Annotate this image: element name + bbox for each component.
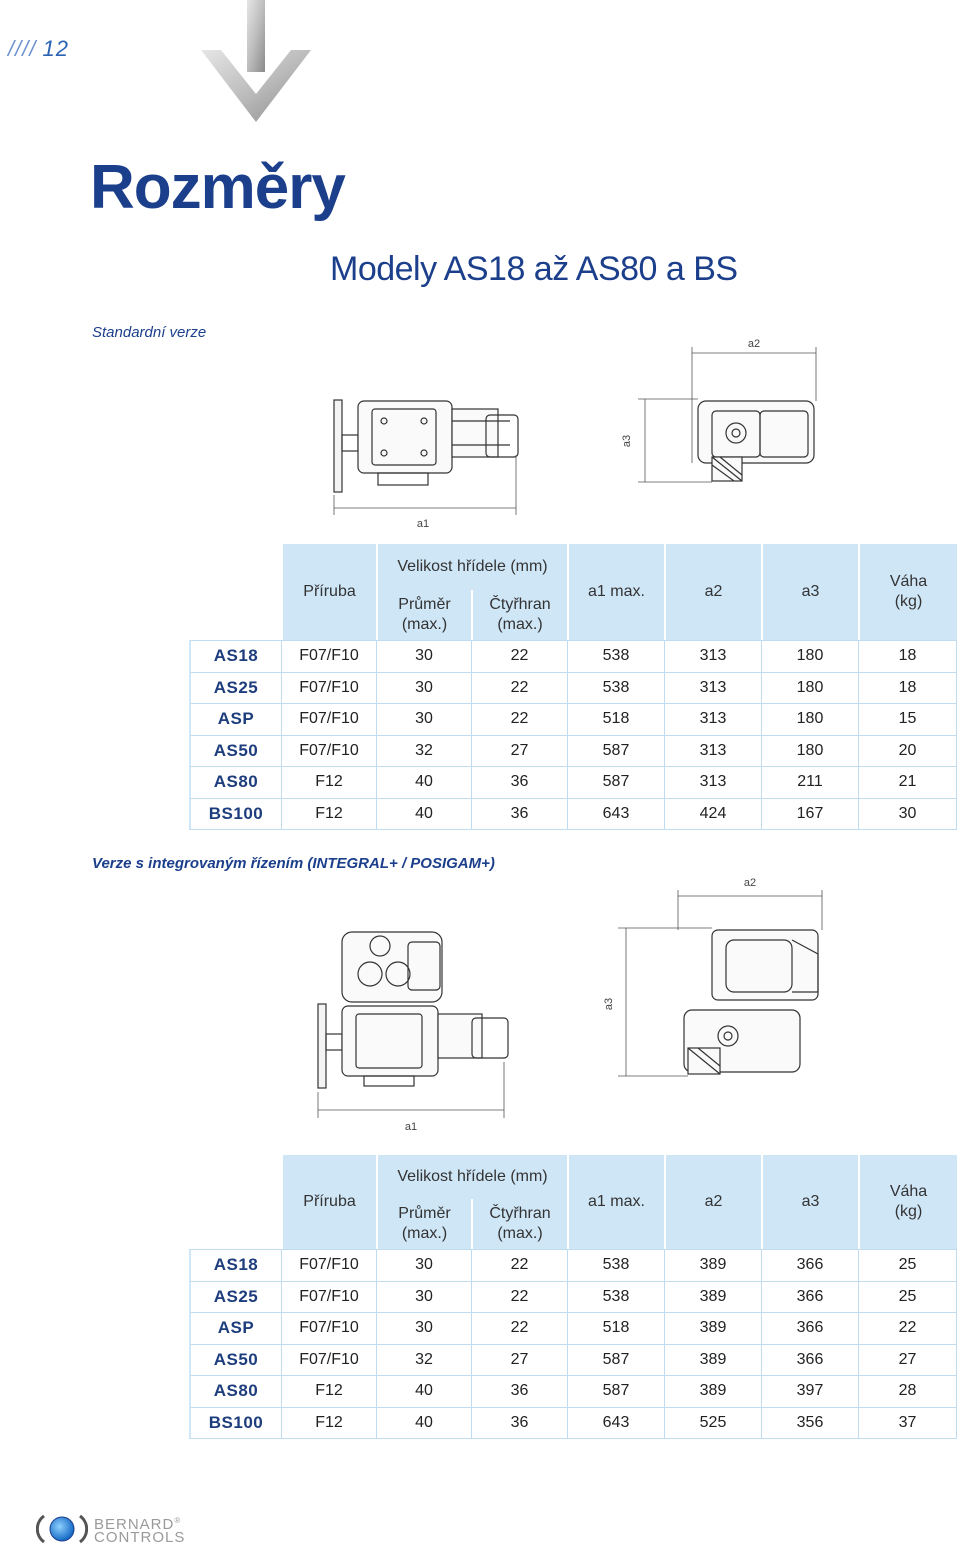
cell-model: AS50 xyxy=(189,736,281,768)
cell-model: AS18 xyxy=(189,1249,281,1282)
table-row xyxy=(189,1282,957,1314)
cell-a2: 313 xyxy=(664,640,761,673)
cell-a3: 366 xyxy=(761,1282,858,1314)
header-a2: a2 xyxy=(664,544,761,640)
cell-model: ASP xyxy=(189,1313,281,1345)
cell-weight: 18 xyxy=(858,673,957,705)
cell-flange: F07/F10 xyxy=(281,1313,376,1345)
cell-weight: 25 xyxy=(858,1282,957,1314)
cell-a1: 587 xyxy=(567,1345,664,1377)
cell-a1: 643 xyxy=(567,1408,664,1440)
header-a3: a3 xyxy=(761,544,858,640)
cell-model: AS50 xyxy=(189,1345,281,1377)
cell-flange: F07/F10 xyxy=(281,704,376,736)
cell-diameter: 32 xyxy=(376,1345,471,1377)
table-row xyxy=(189,1249,957,1282)
header-diameter-line1: Průměr xyxy=(398,1205,451,1222)
cell-a1: 538 xyxy=(567,1282,664,1314)
cell-square: 22 xyxy=(471,1313,567,1345)
cell-a2: 313 xyxy=(664,704,761,736)
cell-a2: 389 xyxy=(664,1249,761,1282)
cell-diameter: 32 xyxy=(376,736,471,768)
cell-weight: 27 xyxy=(858,1345,957,1377)
header-model-blank xyxy=(189,1155,281,1249)
cell-a2: 525 xyxy=(664,1408,761,1440)
table-row xyxy=(189,736,957,768)
cell-flange: F12 xyxy=(281,767,376,799)
cell-a1: 518 xyxy=(567,1313,664,1345)
cell-a2: 313 xyxy=(664,673,761,705)
header-weight-line2: (kg) xyxy=(894,593,923,610)
cell-a2: 389 xyxy=(664,1282,761,1314)
cell-square: 22 xyxy=(471,640,567,673)
cell-weight: 37 xyxy=(858,1408,957,1440)
cell-a2: 389 xyxy=(664,1345,761,1377)
drawing-integrated xyxy=(300,870,860,1140)
cell-diameter: 30 xyxy=(376,1313,471,1345)
cell-diameter: 40 xyxy=(376,1408,471,1440)
cell-a3: 356 xyxy=(761,1408,858,1440)
header-shaft-size: Velikost hřídele (mm) xyxy=(376,544,567,590)
header-diameter xyxy=(376,1199,471,1249)
cell-weight: 20 xyxy=(858,736,957,768)
header-weight xyxy=(858,1155,957,1249)
header-square-line1: Čtyřhran xyxy=(489,596,551,613)
cell-model: BS100 xyxy=(189,799,281,831)
header-square-line1: Čtyřhran xyxy=(489,1205,551,1222)
cell-a3: 366 xyxy=(761,1313,858,1345)
header-square xyxy=(471,590,567,640)
cell-flange: F07/F10 xyxy=(281,673,376,705)
cell-a3: 180 xyxy=(761,736,858,768)
cell-diameter: 30 xyxy=(376,1282,471,1314)
header-diameter xyxy=(376,590,471,640)
table-row xyxy=(189,1408,957,1440)
cell-square: 27 xyxy=(471,1345,567,1377)
cell-a1: 643 xyxy=(567,799,664,831)
cell-flange: F12 xyxy=(281,1408,376,1440)
cell-weight: 25 xyxy=(858,1249,957,1282)
dim-a1-label: a1 xyxy=(404,1121,418,1133)
page-number-value: 12 xyxy=(42,36,69,61)
cell-model: AS18 xyxy=(189,640,281,673)
dim-a2-label: a2 xyxy=(743,877,757,889)
cell-flange: F07/F10 xyxy=(281,1345,376,1377)
cell-a3: 397 xyxy=(761,1376,858,1408)
dim-a2-label: a2 xyxy=(747,338,761,350)
cell-square: 27 xyxy=(471,736,567,768)
cell-model: AS25 xyxy=(189,1282,281,1314)
table-row xyxy=(189,704,957,736)
down-arrow-icon xyxy=(195,0,315,130)
header-diameter-line2: (max.) xyxy=(401,1225,448,1242)
cell-weight: 22 xyxy=(858,1313,957,1345)
cell-weight: 28 xyxy=(858,1376,957,1408)
section-label-integrated: Verze s integrovaným řízením (INTEGRAL+ / POSIGAM+) xyxy=(92,855,495,872)
cell-square: 36 xyxy=(471,1408,567,1440)
cell-a2: 389 xyxy=(664,1313,761,1345)
cell-diameter: 30 xyxy=(376,640,471,673)
cell-model: AS80 xyxy=(189,1376,281,1408)
cell-square: 36 xyxy=(471,767,567,799)
cell-diameter: 30 xyxy=(376,704,471,736)
dimensions-table-integrated xyxy=(189,1155,957,1439)
cell-a1: 587 xyxy=(567,1376,664,1408)
cell-weight: 18 xyxy=(858,640,957,673)
cell-a1: 538 xyxy=(567,1249,664,1282)
dimensions-table-standard xyxy=(189,544,957,830)
cell-flange: F07/F10 xyxy=(281,736,376,768)
brand-line2: CONTROLS xyxy=(94,1529,186,1546)
table-row xyxy=(189,1313,957,1345)
cell-diameter: 30 xyxy=(376,1249,471,1282)
header-square-line2: (max.) xyxy=(497,616,543,633)
cell-square: 22 xyxy=(471,1249,567,1282)
dim-a3-label: a3 xyxy=(621,434,633,448)
cell-a1: 518 xyxy=(567,704,664,736)
cell-weight: 30 xyxy=(858,799,957,831)
cell-a3: 180 xyxy=(761,640,858,673)
cell-model: AS25 xyxy=(189,673,281,705)
table-row xyxy=(189,767,957,799)
header-flange: Příruba xyxy=(281,544,376,640)
header-diameter-line2: (max.) xyxy=(401,616,448,633)
cell-a2: 424 xyxy=(664,799,761,831)
cell-a1: 587 xyxy=(567,736,664,768)
drawing-standard xyxy=(320,335,840,535)
cell-a1: 587 xyxy=(567,767,664,799)
cell-square: 36 xyxy=(471,799,567,831)
cell-diameter: 30 xyxy=(376,673,471,705)
cell-square: 22 xyxy=(471,1282,567,1314)
header-weight-line2: (kg) xyxy=(894,1203,923,1220)
cell-a3: 366 xyxy=(761,1249,858,1282)
cell-diameter: 40 xyxy=(376,799,471,831)
cell-a2: 313 xyxy=(664,767,761,799)
cell-a3: 180 xyxy=(761,704,858,736)
cell-diameter: 40 xyxy=(376,767,471,799)
logo-mark-icon xyxy=(36,1512,88,1546)
cell-square: 36 xyxy=(471,1376,567,1408)
cell-flange: F07/F10 xyxy=(281,1249,376,1282)
cell-flange: F07/F10 xyxy=(281,640,376,673)
header-model-blank xyxy=(189,544,281,640)
brand-registered: ® xyxy=(174,1516,182,1525)
cell-model: AS80 xyxy=(189,767,281,799)
header-shaft-size: Velikost hřídele (mm) xyxy=(376,1155,567,1199)
cell-flange: F12 xyxy=(281,799,376,831)
cell-a1: 538 xyxy=(567,673,664,705)
header-a2: a2 xyxy=(664,1155,761,1249)
header-weight-line1: Váha xyxy=(889,573,928,590)
table-row xyxy=(189,1345,957,1377)
cell-diameter: 40 xyxy=(376,1376,471,1408)
header-square-line2: (max.) xyxy=(497,1225,543,1242)
header-diameter-line1: Průměr xyxy=(398,596,451,613)
brand-line1: BERNARD xyxy=(94,1516,175,1533)
cell-flange: F12 xyxy=(281,1376,376,1408)
section-label-standard: Standardní verze xyxy=(92,324,207,341)
cell-square: 22 xyxy=(471,704,567,736)
page-number-prefix: //// xyxy=(8,36,37,61)
cell-a3: 167 xyxy=(761,799,858,831)
cell-weight: 21 xyxy=(858,767,957,799)
table-row xyxy=(189,673,957,705)
page-title: Rozměry xyxy=(90,153,345,222)
header-weight xyxy=(858,544,957,640)
header-a1: a1 max. xyxy=(567,544,664,640)
table-row xyxy=(189,799,957,831)
header-a1: a1 max. xyxy=(567,1155,664,1249)
dim-a1-label: a1 xyxy=(416,518,430,530)
dim-a3-label: a3 xyxy=(603,997,615,1011)
page-subtitle: Modely AS18 až AS80 a BS xyxy=(330,250,738,288)
cell-square: 22 xyxy=(471,673,567,705)
cell-a2: 313 xyxy=(664,736,761,768)
table-row xyxy=(189,640,957,673)
cell-a3: 211 xyxy=(761,767,858,799)
header-square xyxy=(471,1199,567,1249)
cell-flange: F07/F10 xyxy=(281,1282,376,1314)
cell-weight: 15 xyxy=(858,704,957,736)
table-row xyxy=(189,1376,957,1408)
cell-a2: 389 xyxy=(664,1376,761,1408)
cell-model: ASP xyxy=(189,704,281,736)
bernard-controls-logo xyxy=(36,1512,185,1546)
header-flange: Příruba xyxy=(281,1155,376,1249)
header-a3: a3 xyxy=(761,1155,858,1249)
page-number xyxy=(8,36,69,62)
cell-a3: 366 xyxy=(761,1345,858,1377)
cell-a1: 538 xyxy=(567,640,664,673)
cell-a3: 180 xyxy=(761,673,858,705)
cell-model: BS100 xyxy=(189,1408,281,1440)
header-weight-line1: Váha xyxy=(889,1183,928,1200)
